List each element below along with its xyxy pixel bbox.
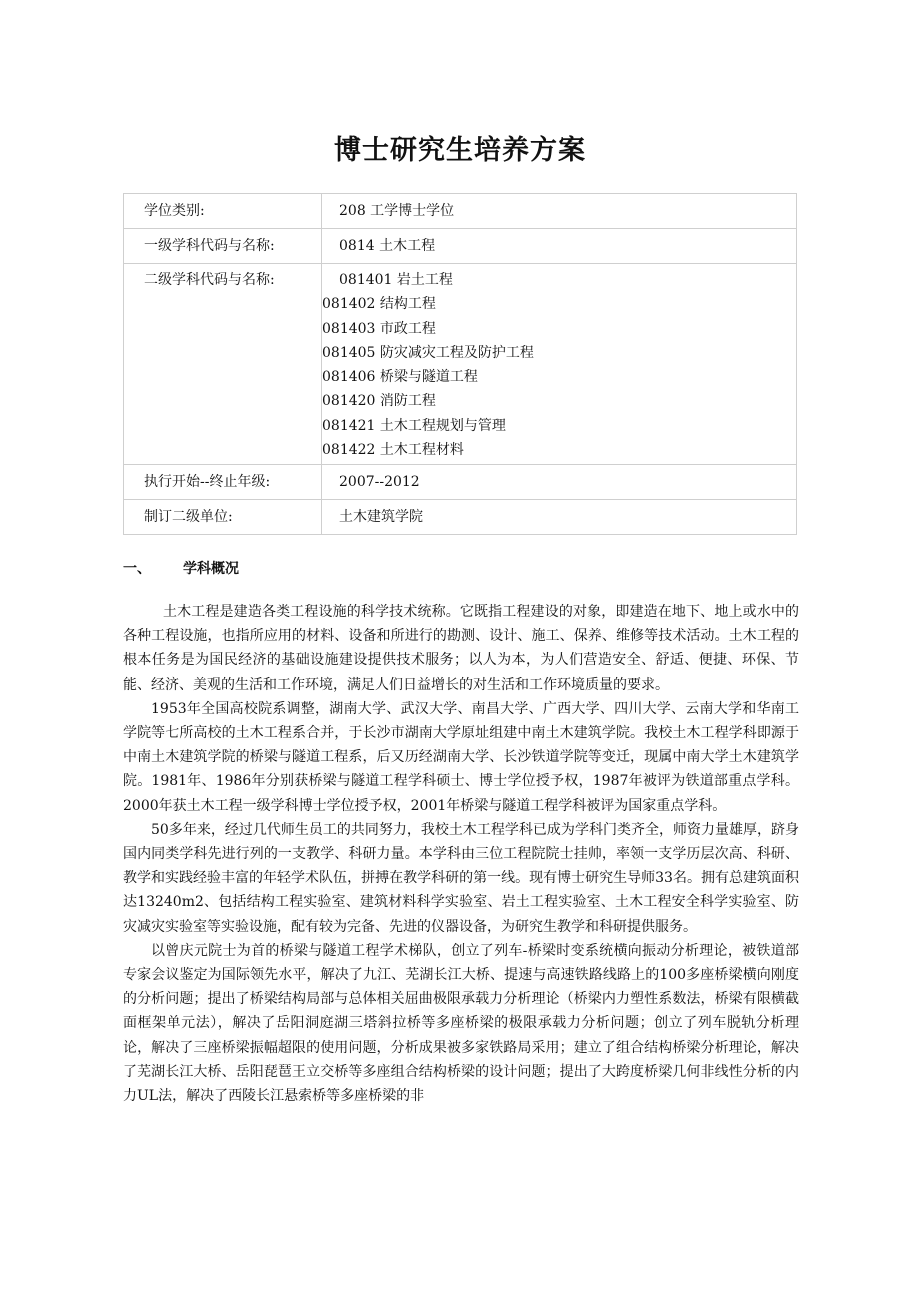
table-row-first-discipline	[124, 229, 797, 264]
years-value: 2007--2012	[322, 465, 797, 500]
paragraph: 土木工程是建造各类工程设施的科学技术统称。它既指工程建设的对象，即建造在地下、地上或水中的各种工程设施，也指所应用的材料、设备和所进行的勘测、设计、施工、保养、维修等技术活动。土木工程的根本任务是为国民经济的基础设施建设提供技术服务；以人为本，为人们营造安全、舒适、便捷、环保、节能、经济、美观的生活和工作环境，满足人们日益增长的对生活和工作环境质量的要求。	[123, 604, 799, 693]
second-discipline-item: 081421 土木工程规划与管理	[322, 417, 506, 434]
section-title: 学科概况	[183, 561, 239, 577]
table-row-degree	[124, 194, 797, 229]
second-discipline-item: 081403 市政工程	[322, 320, 436, 337]
table-row-years	[124, 465, 797, 500]
second-discipline-item: 081401 岩土工程	[339, 272, 453, 288]
second-discipline-item: 081422 土木工程材料	[322, 442, 464, 459]
paragraph: 1953年全国高校院系调整，湖南大学、武汉大学、南昌大学、广西大学、四川大学、云南大学和华南工学院等七所高校的土木工程系合并，于长沙市湖南大学原址组建中南土木建筑学院。我校土木工程学科即源于中南土木建筑学院的桥梁与隧道工程系，后又历经湖南大学、长沙铁道学院等变迁，现属中南大学土木建筑学院。1981年、1986年分别获桥梁与隧道工程学科硕士、博士学位授予权，1987年被评为铁道部重点学科。2000年获土木工程一级学科博士学位授予权，2001年桥梁与隧道工程学科被评为国家重点学科。	[123, 700, 799, 814]
degree-label: 学位类别:	[124, 194, 322, 229]
unit-value: 土木建筑学院	[322, 500, 797, 535]
first-discipline-label: 一级学科代码与名称:	[124, 229, 322, 264]
second-discipline-list	[322, 264, 797, 465]
section-number: 一、	[123, 561, 151, 577]
unit-label: 制订二级单位:	[124, 500, 322, 535]
degree-value: 208 工学博士学位	[322, 194, 797, 229]
table-row-second-discipline	[124, 264, 797, 465]
years-label: 执行开始--终止年级:	[124, 465, 322, 500]
second-discipline-item: 081420 消防工程	[322, 393, 436, 410]
table-row-unit	[124, 500, 797, 535]
second-discipline-item: 081405 防灾减灾工程及防护工程	[322, 344, 534, 361]
second-discipline-item: 081402 结构工程	[322, 296, 436, 313]
page-title: 博士研究生培养方案	[334, 135, 586, 166]
paragraph: 50多年来，经过几代师生员工的共同努力，我校土木工程学科已成为学科门类齐全，师资力量雄厚，跻身国内同类学科先进行列的一支教学、科研力量。本学科由三位工程院院士挂帅，率领一支学历层次高、科研、教学和实践经验丰富的年轻学术队伍，拼搏在教学科研的第一线。现有博士研究生导师33名。拥有总建筑面积达13240m2、包括结构工程实验室、建筑材料科学实验室、岩土工程实验室、土木工程安全科学实验室、防灾减灾实验室等实验设施，配有较为完备、先进的仪器设备，为研究生教学和科研提供服务。	[123, 821, 799, 935]
first-discipline-value: 0814 土木工程	[322, 229, 797, 264]
second-discipline-item: 081406 桥梁与隧道工程	[322, 369, 478, 386]
second-discipline-label: 二级学科代码与名称:	[124, 264, 322, 465]
section-body	[123, 600, 799, 1108]
paragraph: 以曾庆元院士为首的桥梁与隧道工程学术梯队，创立了列车-桥梁时变系统横向振动分析理论，被铁道部专家会议鉴定为国际领先水平，解决了九江、芜湖长江大桥、提速与高速铁路线路上的100多座桥梁横向刚度的分析问题；提出了桥梁结构局部与总体相关屈曲极限承载力分析理论（桥梁内力塑性系数法，桥梁有限横截面框架单元法），解决了岳阳洞庭湖三塔斜拉桥等多座桥梁的极限承载力分析问题；创立了列车脱轨分析理论，解决了三座桥梁振幅超限的使用问题，分析成果被多家铁路局采用；建立了组合结构桥梁分析理论，解决了芜湖长江大桥、岳阳琵琶王立交桥等多座组合结构桥梁的设计问题；提出了大跨度桥梁几何非线性分析的内力UL法，解决了西陵长江悬索桥等多座桥梁的非	[123, 942, 799, 1105]
section-heading	[123, 558, 239, 578]
info-table	[123, 193, 797, 535]
